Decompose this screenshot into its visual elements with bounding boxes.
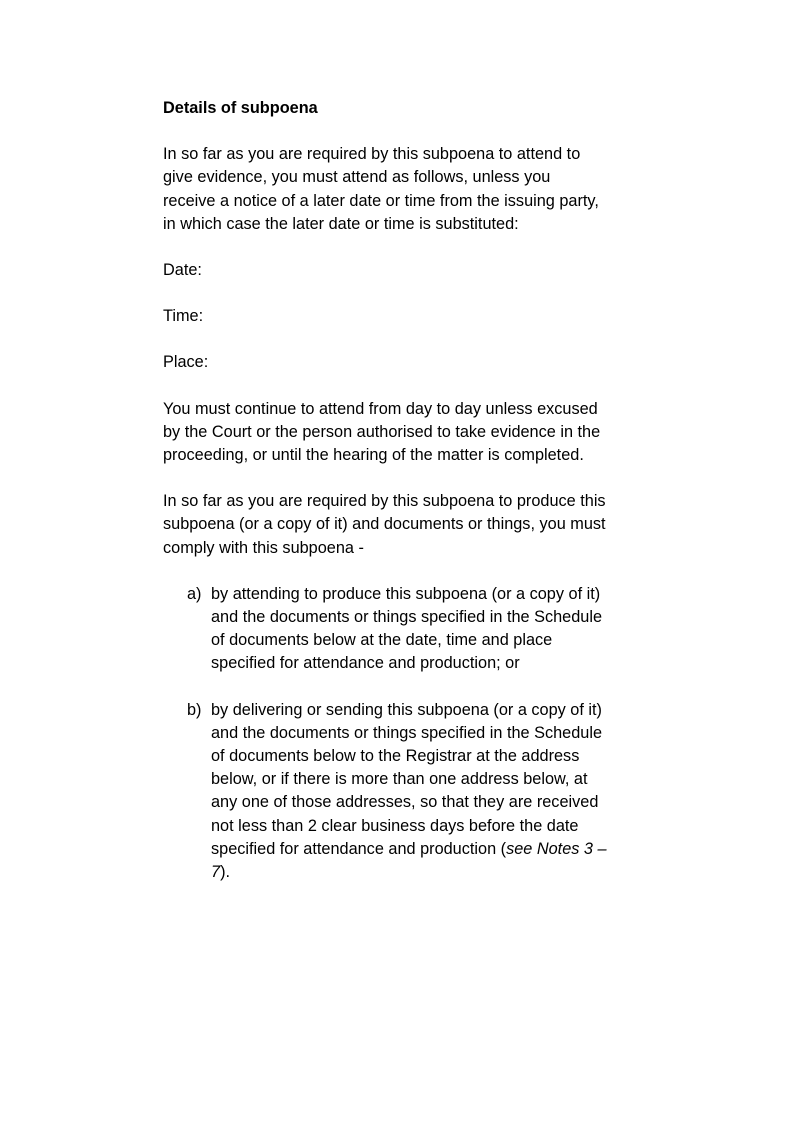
- attendance-line: You must continue to attend from day to day unless excused: [163, 399, 598, 418]
- list-item-line: of documents below at the date, time and place: [211, 631, 553, 650]
- list-item-line: below, or if there is more than one address below, at: [211, 770, 588, 789]
- document-heading: Details of subpoena: [163, 99, 318, 117]
- attendance-line: proceeding, or until the hearing of the matter is completed.: [163, 446, 584, 465]
- list-item-b: [163, 699, 643, 885]
- list-item-line: and the documents or things specified in the Schedule: [211, 723, 603, 742]
- production-options-list: [163, 583, 643, 884]
- list-item-text: ).: [220, 863, 231, 882]
- list-item-line: specified for attendance and production; or: [211, 654, 520, 673]
- production-line: subpoena (or a copy of it) and documents or things, you must: [163, 515, 606, 534]
- production-line: In so far as you are required by this subpoena to produce this: [163, 492, 606, 511]
- list-item-a: [163, 583, 643, 676]
- list-marker: a): [187, 584, 202, 603]
- place-label: Place:: [163, 353, 209, 372]
- production-line: comply with this subpoena -: [163, 538, 364, 557]
- list-item-line: by delivering or sending this subpoena (or a copy of it): [211, 700, 602, 719]
- list-item-line: [211, 861, 643, 884]
- list-item-line: and the documents or things specified in the Schedule: [211, 608, 603, 627]
- list-item-line: [211, 838, 643, 861]
- intro-line: in which case the later date or time is substituted:: [163, 214, 519, 233]
- attendance-line: by the Court or the person authorised to take evidence in the: [163, 422, 601, 441]
- list-item-line: not less than 2 clear business days before the date: [211, 816, 579, 835]
- list-item-text: specified for attendance and production (: [211, 839, 507, 858]
- date-label: Date:: [163, 261, 202, 280]
- intro-line: give evidence, you must attend as follows, unless you: [163, 168, 551, 187]
- production-paragraph: [163, 490, 643, 560]
- list-marker: b): [187, 700, 202, 719]
- list-item-line: of documents below to the Registrar at the address: [211, 747, 580, 766]
- time-label: Time:: [163, 307, 204, 326]
- list-item-line: any one of those addresses, so that they are received: [211, 793, 599, 812]
- list-item-line: by attending to produce this subpoena (or a copy of it): [211, 584, 601, 603]
- notes-reference: see Notes 3 –: [506, 839, 607, 858]
- intro-paragraph: [163, 143, 643, 236]
- attendance-paragraph: [163, 398, 643, 468]
- intro-line: In so far as you are required by this subpoena to attend to: [163, 145, 581, 164]
- notes-reference-end: 7: [211, 863, 221, 882]
- intro-line: receive a notice of a later date or time from the issuing party,: [163, 191, 599, 210]
- document-page: [163, 97, 643, 907]
